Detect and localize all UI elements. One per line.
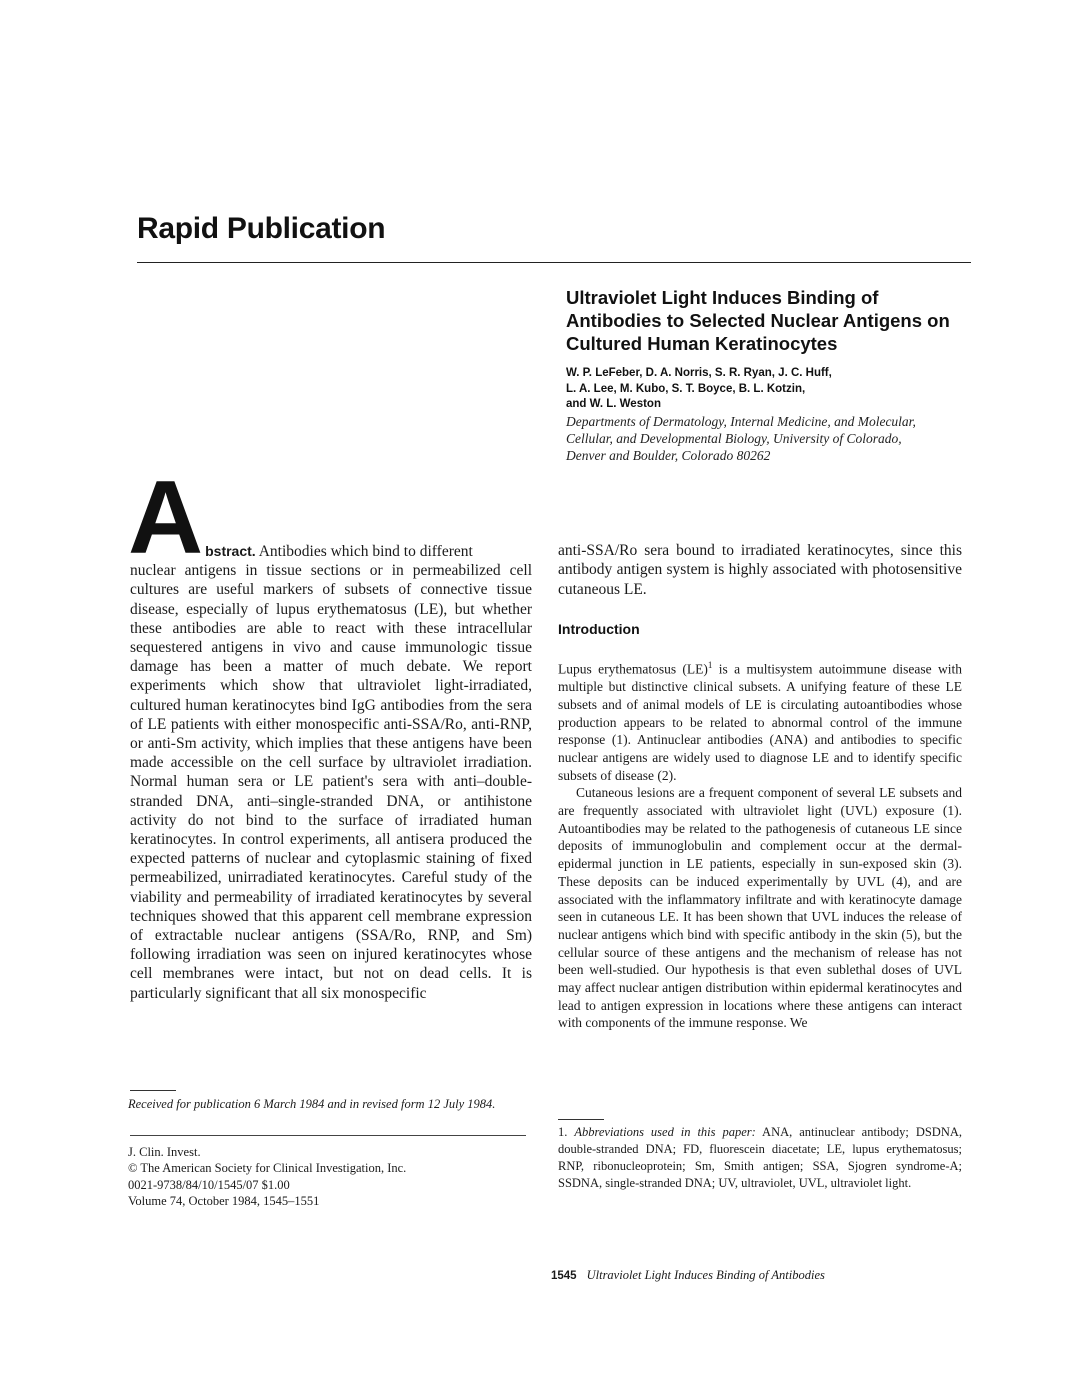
- section-title: Rapid Publication: [137, 212, 386, 245]
- journal-info: [128, 1144, 530, 1210]
- page-number: 1545: [551, 1270, 577, 1282]
- abstract: [128, 460, 532, 1003]
- introduction-heading: Introduction: [558, 621, 640, 638]
- author-line: L. A. Lee, M. Kubo, S. T. Boyce, B. L. Kotzin,: [566, 382, 806, 395]
- article-title: Ultraviolet Light Induces Binding of Antibodies to Selected Nuclear Antigens on Cultured Human Keratinocytes: [566, 287, 950, 354]
- abstract-continuation: anti-SSA/Ro sera bound to irradiated keratinocytes, since this antibody antigen system is highly associated with photosensitive cutaneous LE.: [558, 542, 962, 598]
- abstract-drop-cap: A: [128, 460, 204, 576]
- affiliation: [566, 413, 986, 464]
- paragraph: Cutaneous lesions are a frequent component of several LE subsets and are frequently associated with ultraviolet light (UVL) exposure (1). Autoantibodies may be related to the pathogenesis of cutaneous LE since deposits of immunoglobulin and complement occur at the dermal-epidermal junction in LE patients, especially in sun-exposed skin (3). These deposits can be induced experimentally by UVL (4), and are associated with the inflammatory infiltrate and with keratinocyte damage seen in cutaneous LE. It has been shown that UVL induces the release of nuclear antigens which bind with specific antibody in the skin (5), but the cellular source of these antigens and the mechanism of release has not been well-studied. Our hypothesis is that even sublethal doses of UVL may affect nuclear antigen distribution within epidermal keratinocytes and lead to antigen expression in locations where these antigens can interact with components of the immune response. We: [558, 785, 962, 1031]
- abstract-body: nuclear antigens in tissue sections or in permeabilized cell cultures are useful markers of subsets of connective tissue disease, especially of lupus erythematosus (LE), but whether these antibodies are able to react with these intracellular sequestered antigens in vivo and cause immunologic tissue damage has been a matter of much debate. We report experiments which show that ultraviolet light-irradiated, cultured human keratinocytes bind IgG antibodies from the sera of LE patients with either monospecific anti-SSA/Ro, anti-RNP, or anti-Sm activity, which implies that these antigens have been made accessible on the cell surface by ultraviolet irradiation. Normal human sera or LE patient's sera with anti–double-stranded DNA, anti–single-stranded DNA, or antihistone activity do not bind to the surface of irradiated human keratinocytes. In control experiments, all antisera produced the expected patterns of nuclear and cytoplasmic staining of fixed permeabilized, unirradiated keratinocytes. Careful study of the viability and permeability of irradiated keratinocytes by several techniques showed that this apparent cell membrane expression of extractable nuclear antigens (SSA/Ro, RNP, and Sm) following irradiation was seen on injured keratinocytes whose cell membranes were intact, but not on dead cells. It is particularly significant that all six monospecific: [130, 562, 532, 1002]
- footnote-lead: Abbreviations used in this paper:: [574, 1125, 756, 1139]
- journal-line: © The American Society for Clinical Investigation, Inc.: [128, 1161, 407, 1176]
- journal-line: Volume 74, October 1984, 1545–1551: [128, 1194, 320, 1209]
- author-list: [566, 366, 986, 413]
- journal-line: J. Clin. Invest.: [128, 1145, 201, 1159]
- affiliation-line: Cellular, and Developmental Biology, University of Colorado,: [566, 431, 902, 446]
- header-rule: [137, 262, 971, 263]
- affiliation-line: Departments of Dermatology, Internal Medicine, and Molecular,: [566, 414, 916, 429]
- paragraph-start: Lupus erythematosus (LE): [558, 661, 708, 677]
- author-line: W. P. LeFeber, D. A. Norris, S. R. Ryan, J. C. Huff,: [566, 367, 832, 379]
- footnote-text: ANA, antinuclear antibody; DSDNA, double-stranded DNA; FD, fluorescein diacetate; LE, lupus erythematosus; RNP, ribonucleoprotein; Sm, Smith antigen; SSA, Sjogren syndrome-A; SSDNA, single-stranded DNA; UV, ultraviolet, UVL, ultraviolet light.: [558, 1125, 963, 1190]
- footnote: [558, 1124, 962, 1192]
- author-line: and W. L. Weston: [566, 398, 661, 410]
- affiliation-line: Denver and Boulder, Colorado 80262: [566, 448, 771, 463]
- paragraph-rest: is a multisystem autoimmune disease with multiple but distinctive clinical subsets. A unifying feature of these LE subsets and of animal models of LE is circulating autoantibodies whose production appears to be related to abnormal control of the immune response (1). Antinuclear antibodies (ANA) and antibodies to specific nuclear antigens are widely used to diagnose LE and to identify specific subsets of disease (2).: [558, 661, 962, 783]
- right-column: [558, 541, 962, 1032]
- footnote-rule: [558, 1119, 604, 1120]
- footnote-label: 1.: [558, 1125, 575, 1139]
- abstract-label: bstract.: [205, 543, 256, 559]
- footnote-rule: [130, 1090, 176, 1091]
- journal-line: 0021-9738/84/10/1545/07 $1.00: [128, 1177, 290, 1192]
- received-note: Received for publication 6 March 1984 and in revised form 12 July 1984.: [128, 1097, 496, 1111]
- paragraph: [558, 657, 962, 784]
- introduction-body: [558, 657, 962, 1032]
- journal-rule: [130, 1135, 526, 1136]
- abstract-first-text: Antibodies which bind to different: [255, 543, 473, 560]
- page-footer: [551, 1268, 825, 1283]
- running-title: Ultraviolet Light Induces Binding of Antibodies: [586, 1268, 825, 1282]
- footnote-marker: 1: [707, 659, 713, 670]
